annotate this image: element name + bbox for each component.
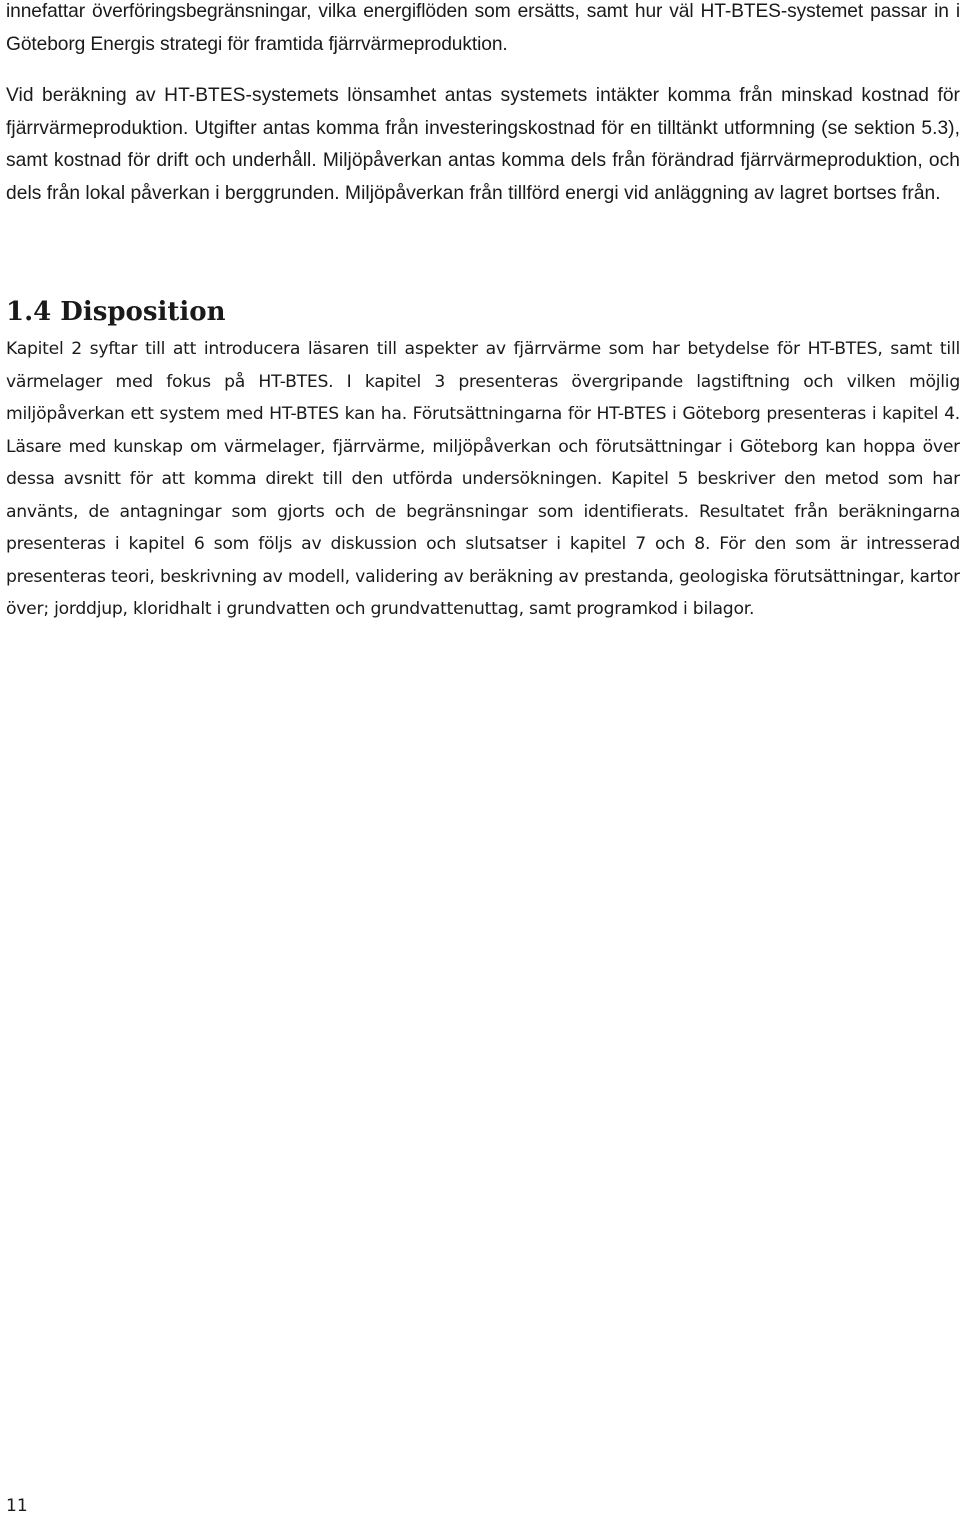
page-number: 11 [6,1496,28,1516]
paragraph-disposition: Kapitel 2 syftar till att introducera läsaren till aspekter av fjärrvärme som har betydelse för HT-BTES, samt till värmelager med fokus på HT-BTES. I kapitel 3 presenteras övergripande lagstiftning och vilken möjlig miljöpåverkan ett system med HT-BTES kan ha. Förutsättningarna för HT-BTES i Göteborg presenteras i kapitel 4. Läsare med kunskap om värmelager, fjärrvärme, miljöpåverkan och förutsättningar i Göteborg kan hoppa över dessa avsnitt för att komma direkt till den utförda undersökningen. Kapitel 5 beskriver den metod som har använts, de antagningar som gjorts och de begränsningar som identifierats. Resultatet från beräkningarna presenteras i kapitel 6 som följs av diskussion och slutsatser i kapitel 7 och 8. För den som är intresserad presenteras teori, beskrivning av modell, validering av beräkning av prestanda, geologiska förutsättningar, kartor över; jorddjup, kloridhalt i grundvatten och grundvattenuttag, samt programkod i bilagor. [6,339,960,619]
paragraph-intro: innefattar överföringsbegränsningar, vilka energiflöden som ersätts, samt hur väl HT-BTES-systemet passar in i Göteborg Energis strategi för framtida fjärrvärmeproduktion. [6,1,960,55]
section-heading: 1.4 Disposition [6,297,226,327]
paragraph-profitability: Vid beräkning av HT-BTES-systemets lönsamhet antas systemets intäkter komma från minskad kostnad för fjärrvärmeproduktion. Utgifter antas komma från investeringskostnad för en tilltänkt utformning (se sektion 5.3), samt kostnad för drift och underhåll. Miljöpåverkan antas komma dels från förändrad fjärrvärmeproduktion, och dels från lokal påverkan i berggrunden. Miljöpåverkan från tillförd energi vid anläggning av lagret bortses från. [6,85,960,204]
